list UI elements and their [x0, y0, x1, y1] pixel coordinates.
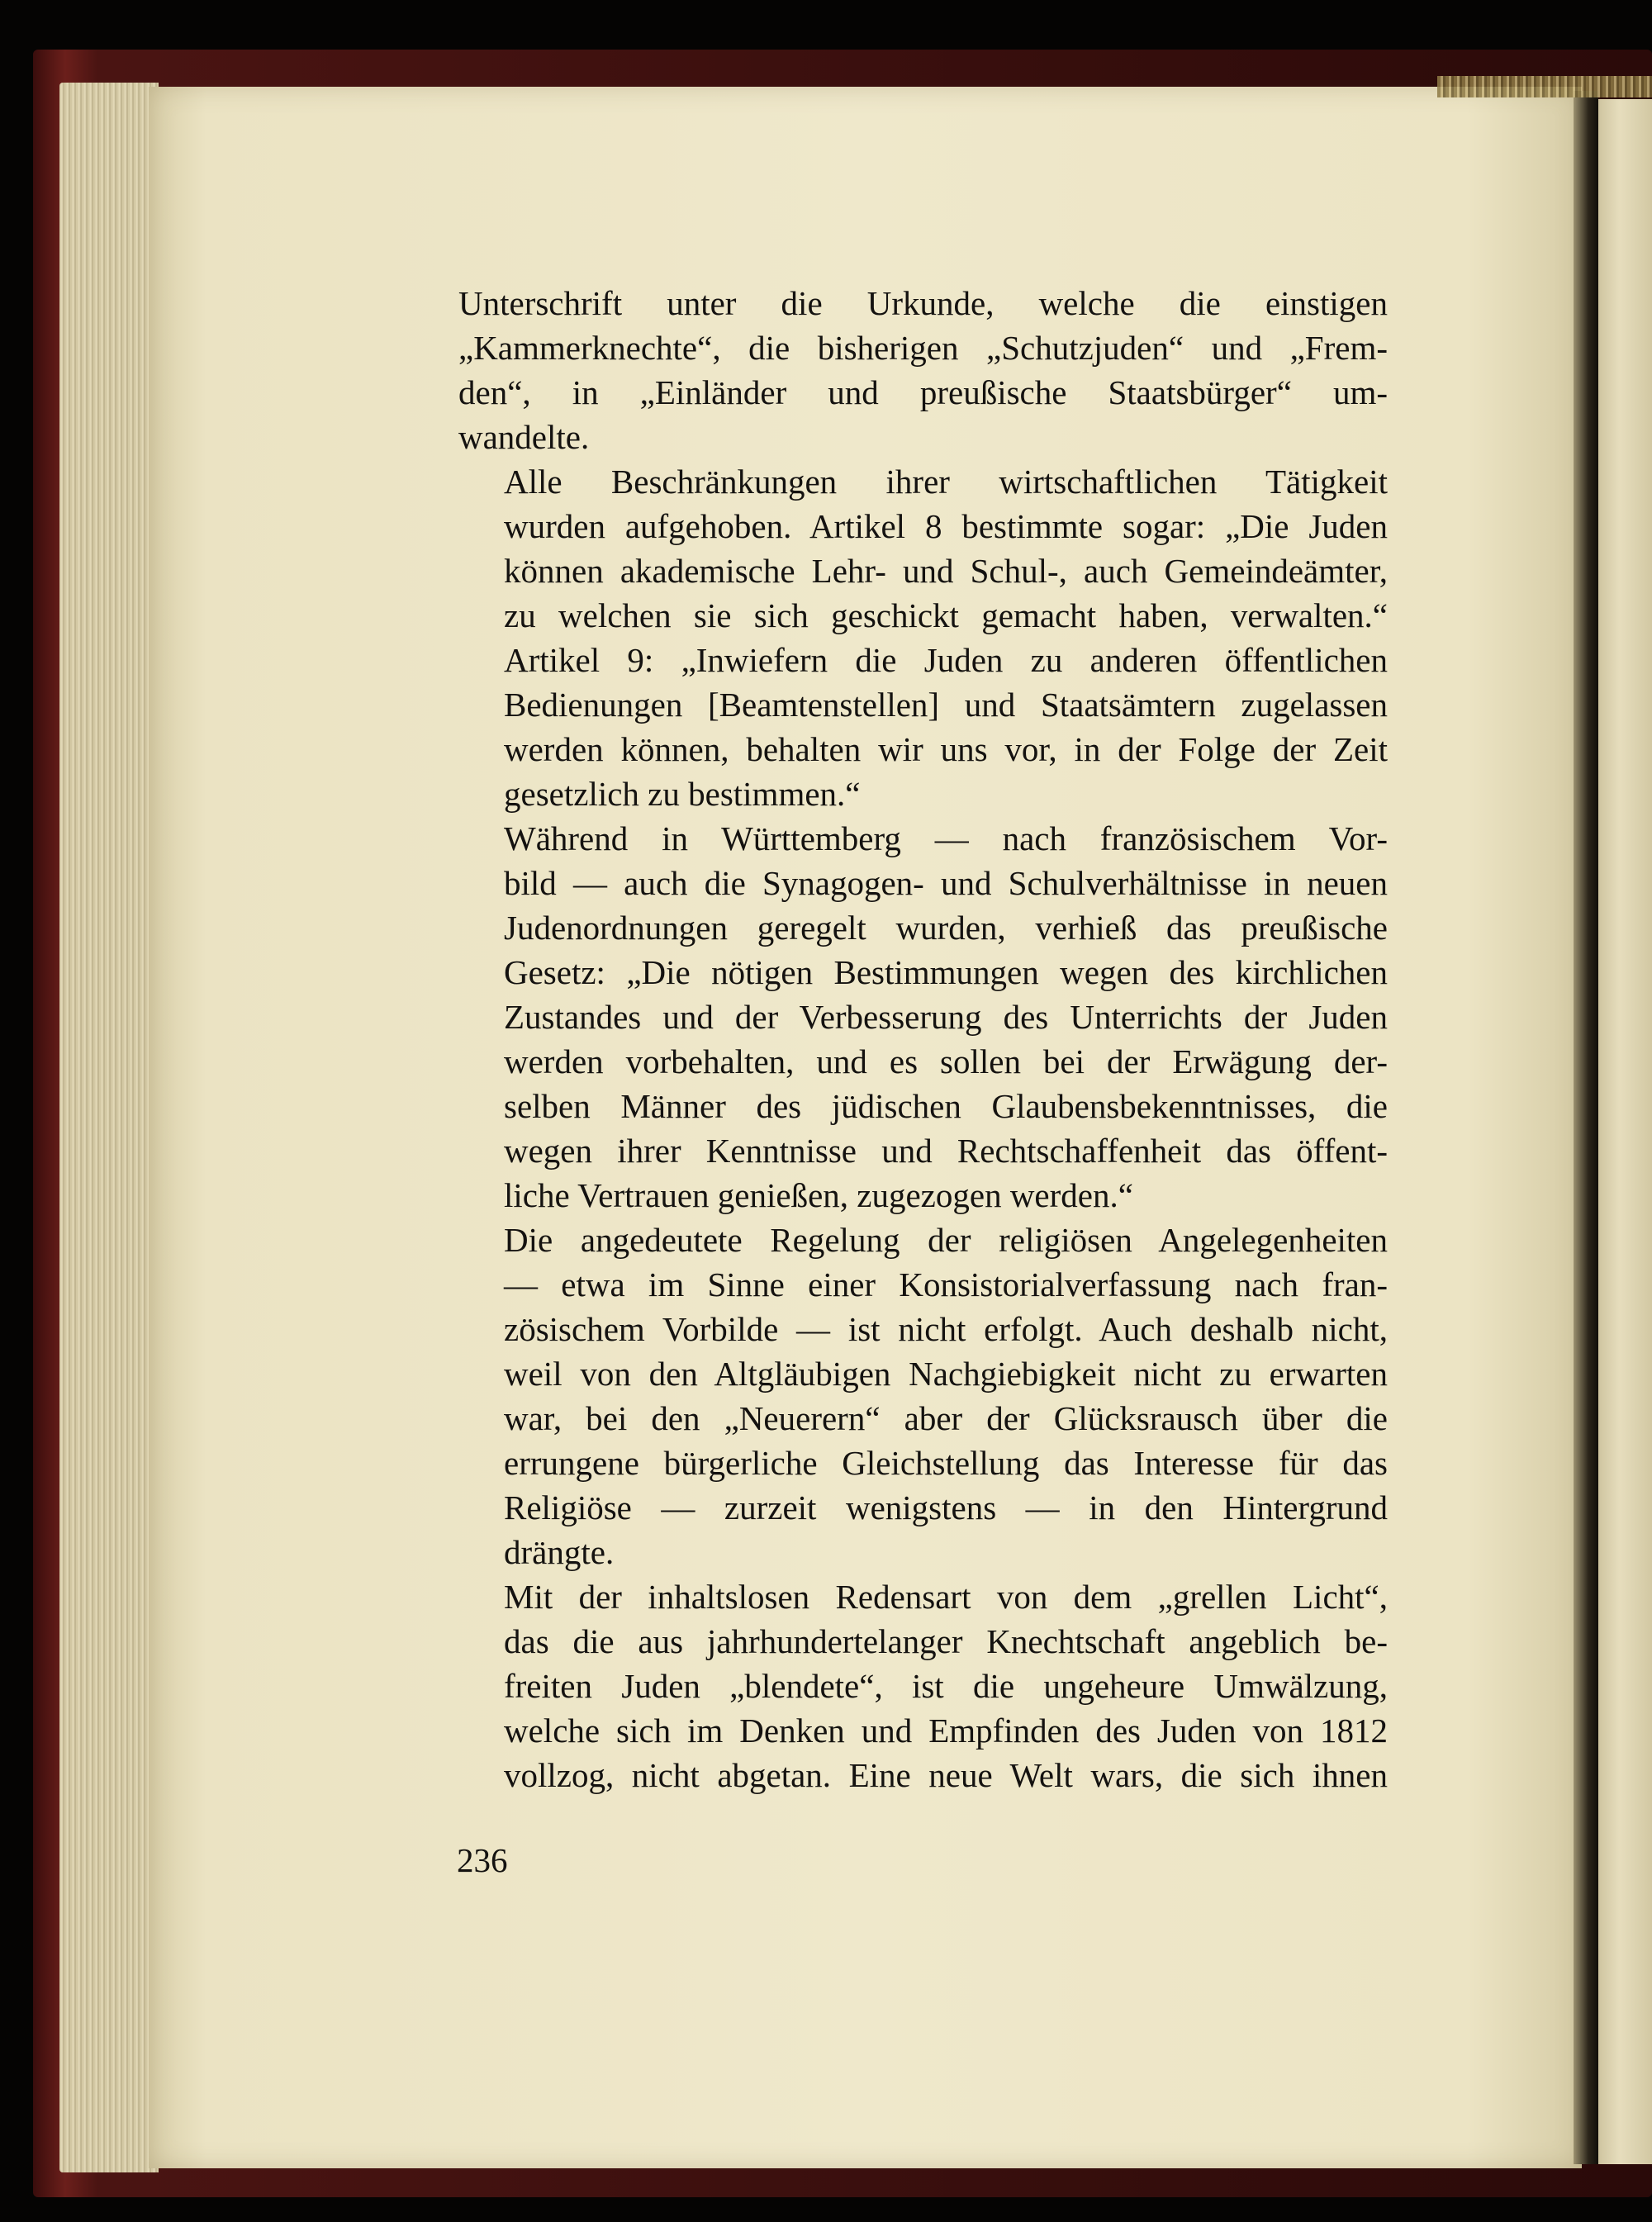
text-line: Während in Württemberg — nach französischem Vor-	[504, 819, 1388, 857]
text-line: gesetzlich zu bestimmen.“	[504, 775, 861, 813]
text-line: Judenordnungen geregelt wurden, verhieß das preußische	[504, 909, 1388, 947]
text-line: selben Männer des jüdischen Glaubensbekenntnisses, die	[504, 1087, 1388, 1125]
paragraph	[458, 1218, 1388, 1574]
text-line: zösischem Vorbilde — ist nicht erfolgt. Auch deshalb nicht,	[504, 1310, 1388, 1348]
body-text	[458, 281, 1388, 1797]
text-line: Die angedeutete Regelung der religiösen Angelegenheiten	[504, 1221, 1388, 1259]
text-line: das die aus jahrhundertelanger Knechtschaft angeblich be-	[504, 1622, 1388, 1660]
text-line: werden können, behalten wir uns vor, in der Folge der Zeit	[504, 730, 1388, 768]
text-line: liche Vertrauen genießen, zugezogen werden.“	[504, 1176, 1133, 1214]
text-line: Mit der inhaltslosen Redensart von dem „grellen Licht“,	[504, 1578, 1388, 1616]
text-line: errungene bürgerliche Gleichstellung das Interesse für das	[504, 1444, 1388, 1482]
text-line: freiten Juden „blendete“, ist die ungeheure Umwälzung,	[504, 1667, 1388, 1705]
text-line: Alle Beschränkungen ihrer wirtschaftlichen Tätigkeit	[504, 463, 1388, 501]
text-line: Unterschrift unter die Urkunde, welche die einstigen	[458, 284, 1388, 322]
page-number: 236	[457, 1841, 508, 1879]
page-edges	[59, 83, 159, 2172]
paragraph	[458, 459, 1388, 816]
text-line: Gesetz: „Die nötigen Bestimmungen wegen des kirchlichen	[504, 953, 1388, 991]
text-line: war, bei den „Neuerern“ aber der Glücksrausch über die	[504, 1399, 1388, 1437]
bookmark-thread	[1437, 76, 1652, 97]
text-line: Bedienungen [Beamtenstellen] und Staatsämtern zugelassen	[504, 686, 1388, 724]
text-line: den“, in „Einländer und preußische Staatsbürger“ um-	[458, 373, 1388, 411]
text-line: wandelte.	[458, 418, 590, 456]
text-line: Zustandes und der Verbesserung des Unterrichts der Juden	[504, 998, 1388, 1036]
text-line: drängte.	[504, 1533, 615, 1571]
facing-page-edge	[1598, 99, 1652, 2164]
text-line: zu welchen sie sich geschickt gemacht haben, verwalten.“	[504, 596, 1388, 634]
text-line: bild — auch die Synagogen- und Schulverhältnisse in neuen	[504, 864, 1388, 902]
text-line: — etwa im Sinne einer Konsistorialverfassung nach fran-	[504, 1265, 1388, 1303]
text-line: vollzog, nicht abgetan. Eine neue Welt wars, die sich ihnen	[504, 1756, 1388, 1794]
text-line: weil von den Altgläubigen Nachgiebigkeit nicht zu erwarten	[504, 1355, 1388, 1393]
text-line: Religiöse — zurzeit wenigstens — in den Hintergrund	[504, 1488, 1388, 1526]
text-line: „Kammerknechte“, die bisherigen „Schutzjuden“ und „Frem-	[458, 329, 1388, 367]
paragraph	[458, 1574, 1388, 1797]
text-line: wurden aufgehoben. Artikel 8 bestimmte sogar: „Die Juden	[504, 507, 1388, 545]
text-line: können akademische Lehr- und Schul-, auch Gemeindeämter,	[504, 552, 1388, 590]
text-line: Artikel 9: „Inwiefern die Juden zu anderen öffentlichen	[504, 641, 1388, 679]
text-line: werden vorbehalten, und es sollen bei der Erwägung der-	[504, 1042, 1388, 1080]
text-line: wegen ihrer Kenntnisse und Rechtschaffenheit das öffent-	[504, 1132, 1388, 1170]
text-line: welche sich im Denken und Empfinden des Juden von 1812	[504, 1712, 1388, 1750]
paragraph	[458, 816, 1388, 1218]
book-gutter	[1574, 91, 1598, 2164]
paragraph	[458, 281, 1388, 459]
